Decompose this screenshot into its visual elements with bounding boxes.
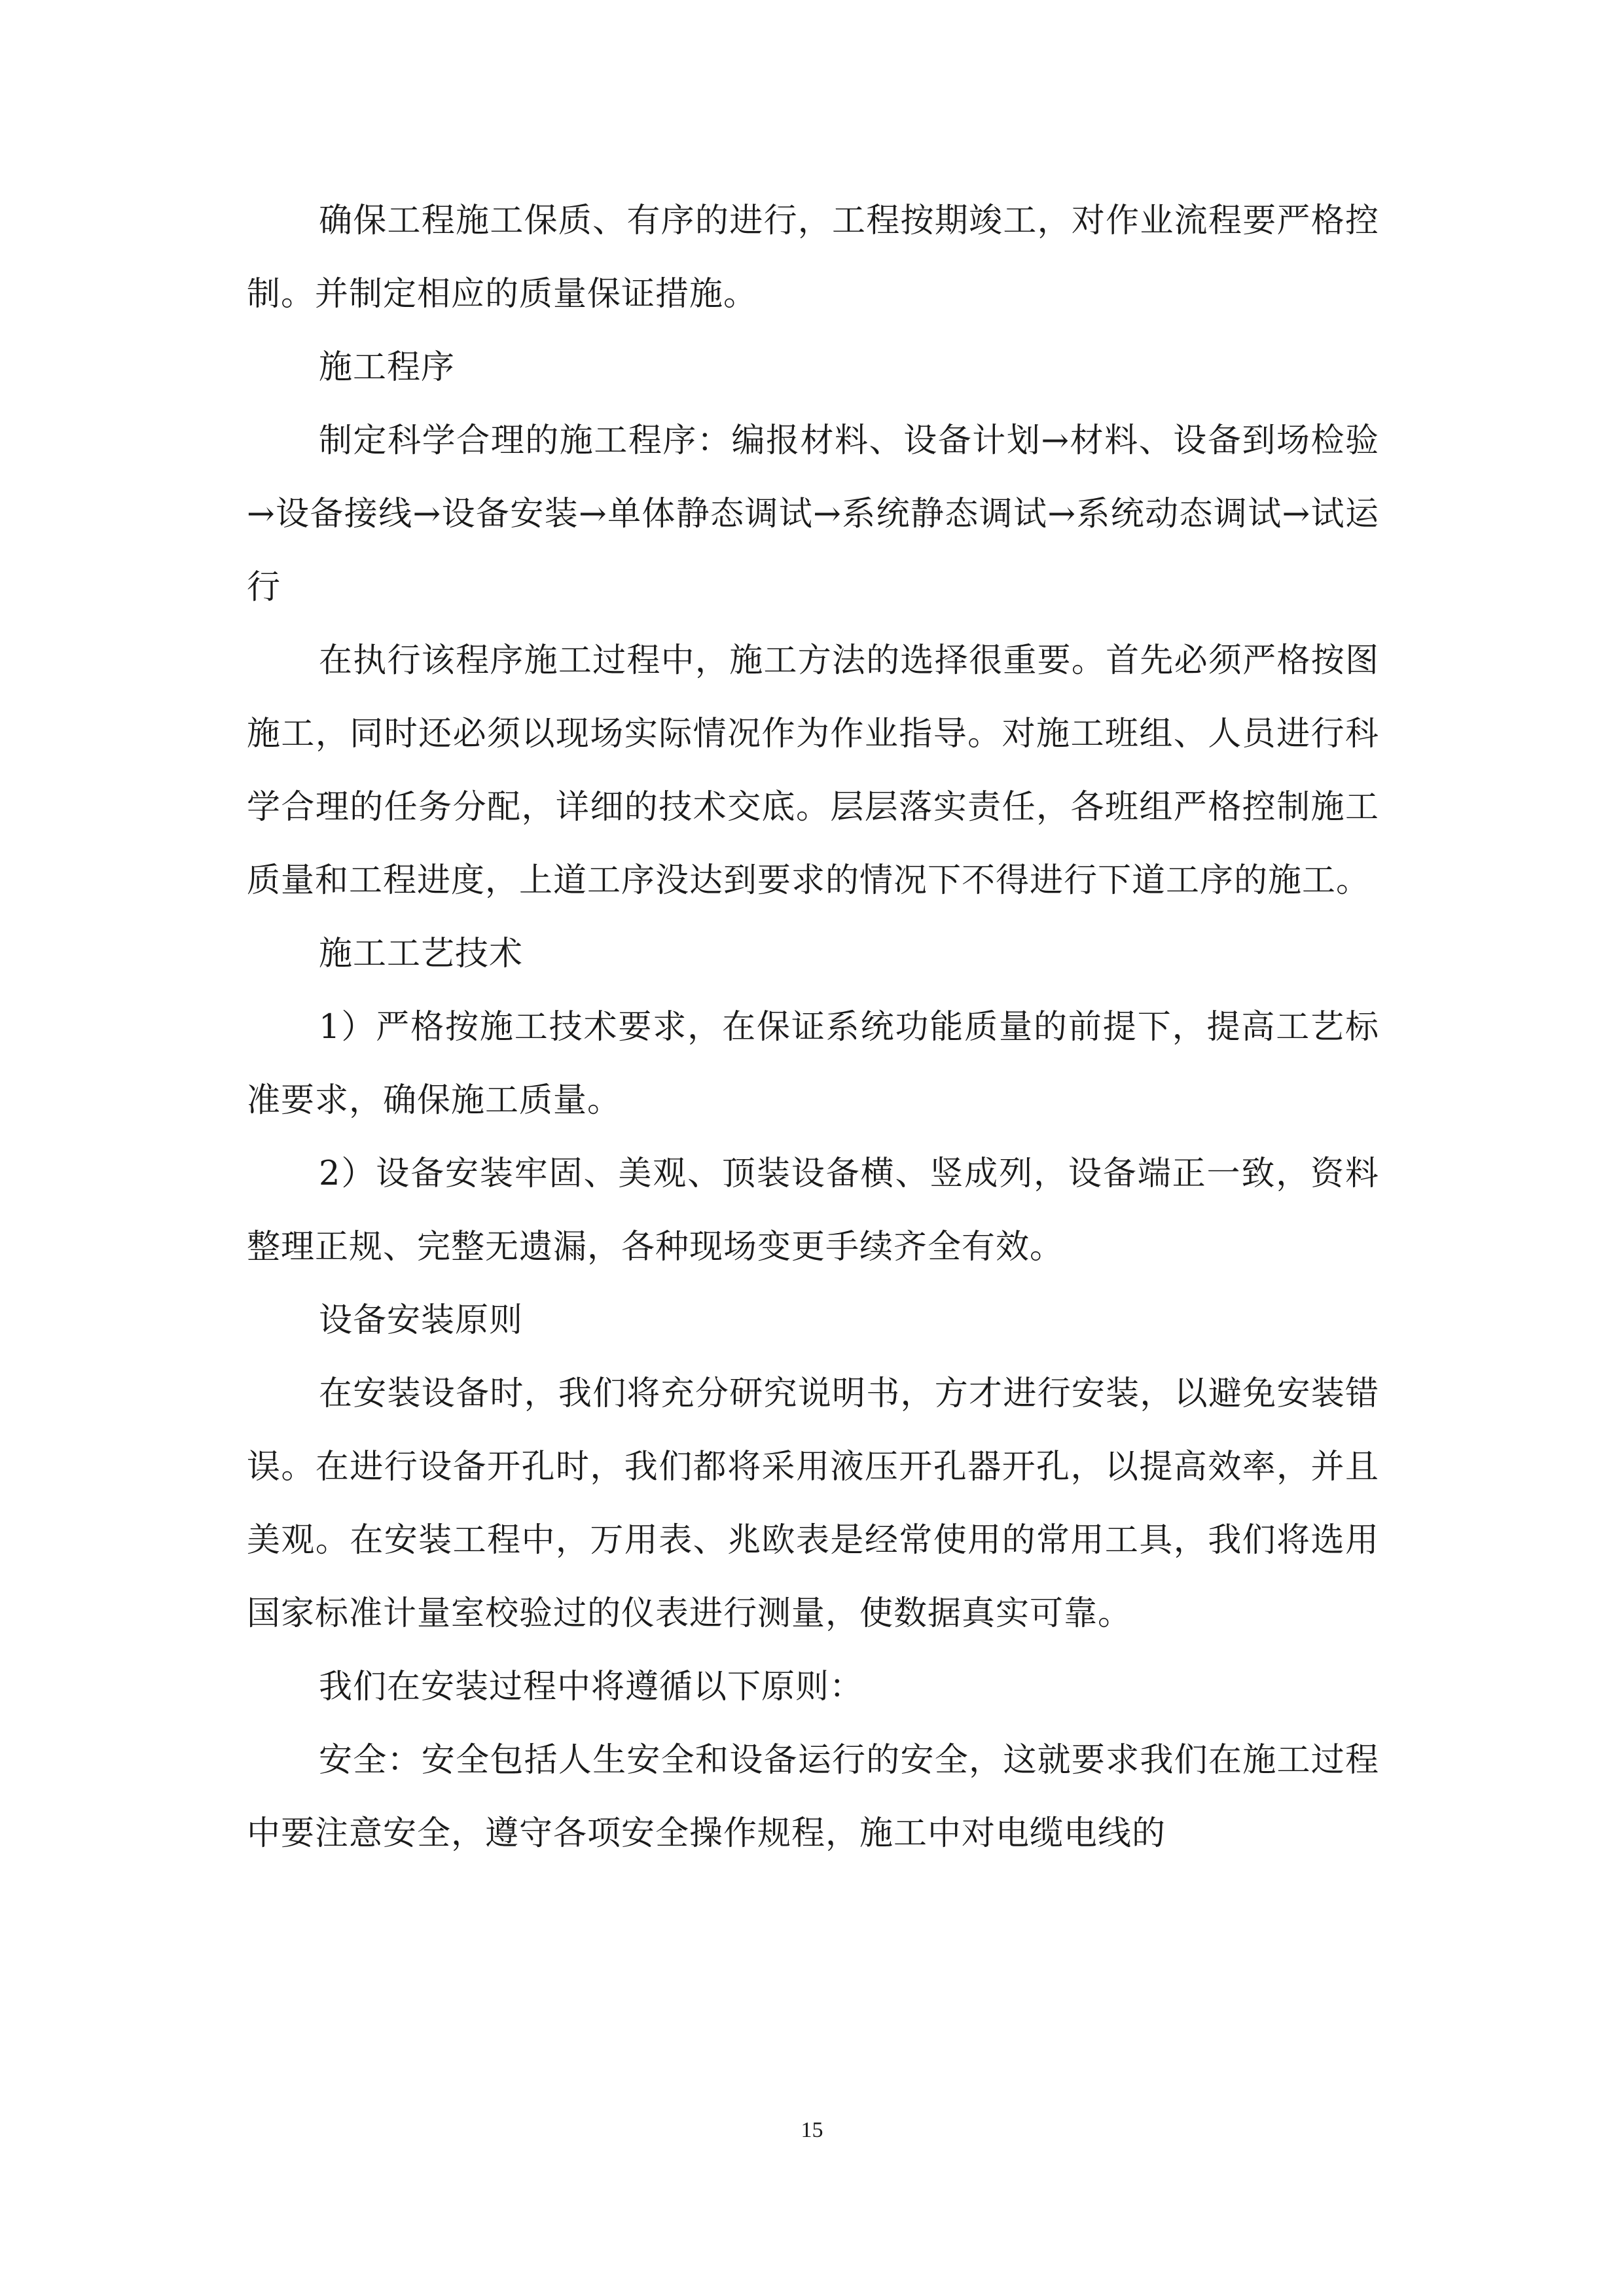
- paragraph-quality-control: 确保工程施工保质、有序的进行，工程按期竣工，对作业流程要严格控制。并制定相应的质量保证措施。: [247, 202, 1379, 314]
- paragraph-principles-intro: 我们在安装过程中将遵循以下原则：: [319, 1668, 864, 1706]
- heading-installation-principles: 设备安装原则: [319, 1301, 524, 1340]
- heading-construction-procedure: 施工程序: [319, 348, 456, 387]
- heading-process-technology: 施工工艺技术: [319, 935, 524, 973]
- paragraph-safety-principle: 安全：安全包括人生安全和设备运行的安全，这就要求我们在施工过程中要注意安全，遵守各项安全操作规程，施工中对电缆电线的: [247, 1741, 1379, 1853]
- paragraph-installation-method: 在安装设备时，我们将充分研究说明书，方才进行安装，以避免安装错误。在进行设备开孔时，我们都将采用液压开孔器开孔，以提高效率，并且美观。在安装工程中，万用表、兆欧表是经常使用的常用工具，我们将选用国家标准计量室校验过的仪表进行测量，使数据真实可靠。: [247, 1374, 1379, 1633]
- body-text: [247, 185, 1379, 1871]
- paragraph-process-item-1: 1）严格按施工技术要求，在保证系统功能质量的前提下，提高工艺标准要求，确保施工质量。: [247, 1008, 1379, 1120]
- paragraph-procedure-steps: 制定科学合理的施工程序：编报材料、设备计划→材料、设备到场检验→设备接线→设备安装→单体静态调试→系统静态调试→系统动态调试→试运行: [247, 422, 1379, 607]
- paragraph-process-item-2: 2）设备安装牢固、美观、顶装设备横、竖成列，设备端正一致，资料整理正规、完整无遗漏，各种现场变更手续齐全有效。: [247, 1155, 1379, 1266]
- paragraph-procedure-execution: 在执行该程序施工过程中，施工方法的选择很重要。首先必须严格按图施工，同时还必须以现场实际情况作为作业指导。对施工班组、人员进行科学合理的任务分配，详细的技术交底。层层落实责任，各班组严格控制施工质量和工程进度，上道工序没达到要求的情况下不得进行下道工序的施工。: [247, 641, 1379, 900]
- page-number: 15: [801, 2118, 823, 2142]
